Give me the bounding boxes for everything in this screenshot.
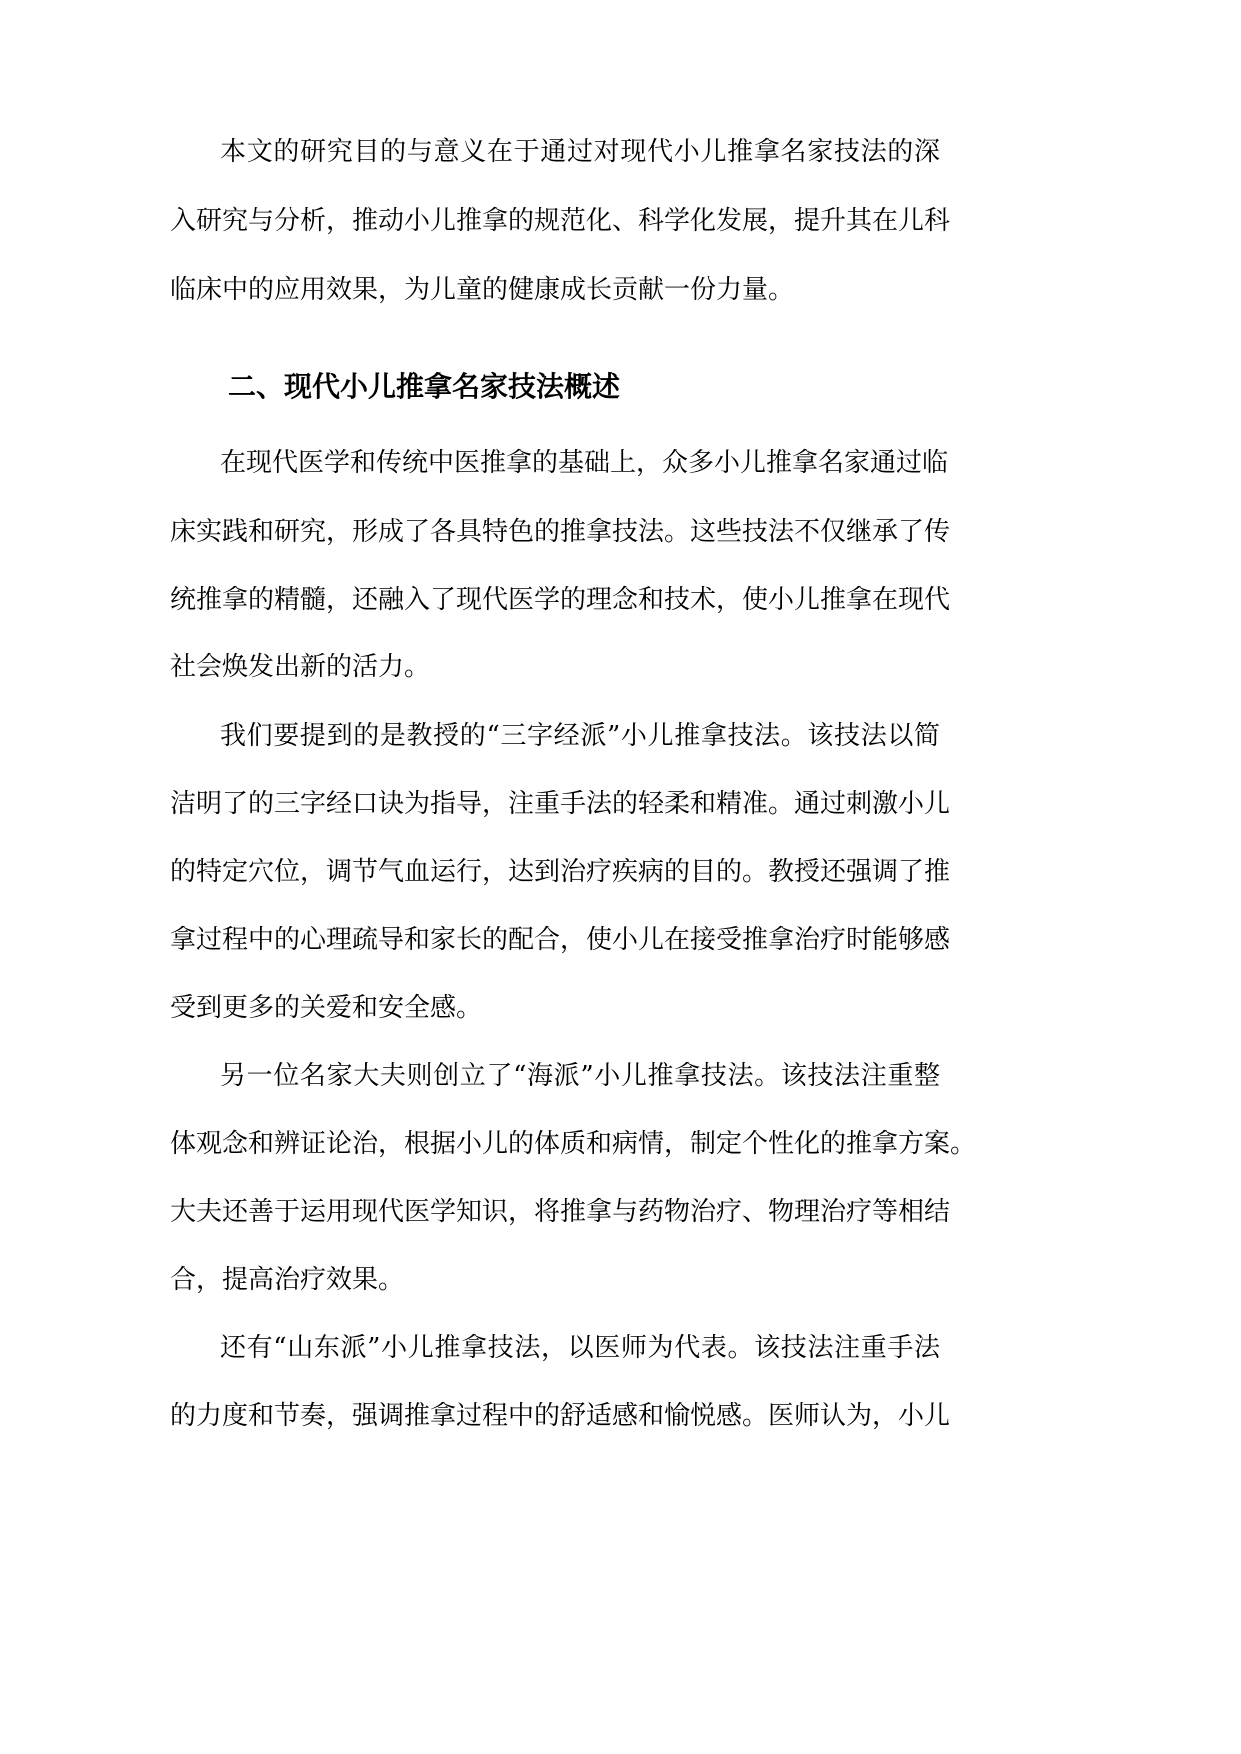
paragraph-4-line-2: 体观念和辨证论治，根据小儿的体质和病情，制定个性化的推拿方案。 <box>170 1129 977 1159</box>
paragraph-3-line-5: 受到更多的关爱和安全感。 <box>170 993 483 1023</box>
paragraph-2-line-4: 社会焕发出新的活力。 <box>170 652 431 682</box>
paragraph-4-line-3: 大夫还善于运用现代医学知识，将推拿与药物治疗、物理治疗等相结 <box>170 1197 951 1227</box>
paragraph-1-line-1: 本文的研究目的与意义在于通过对现代小儿推拿名家技法的深 <box>220 137 940 167</box>
paragraph-5-line-2: 的力度和节奏，强调推拿过程中的舒适感和愉悦感。医师认为，小儿 <box>170 1401 951 1431</box>
paragraph-3-line-2: 洁明了的三字经口诀为指导，注重手法的轻柔和精准。通过刺激小儿 <box>170 789 951 819</box>
paragraph-3-line-1: 我们要提到的是教授的“三字经派”小儿推拿技法。该技法以简 <box>220 721 940 751</box>
paragraph-5-line-1: 还有“山东派”小儿推拿技法，以医师为代表。该技法注重手法 <box>220 1333 940 1363</box>
paragraph-1-line-2: 入研究与分析，推动小儿推拿的规范化、科学化发展，提升其在儿科 <box>170 206 951 236</box>
section-heading: 二、现代小儿推拿名家技法概述 <box>228 370 621 403</box>
paragraph-2-line-1: 在现代医学和传统中医推拿的基础上，众多小儿推拿名家通过临 <box>220 448 949 478</box>
paragraph-2-line-3: 统推拿的精髓，还融入了现代医学的理念和技术，使小儿推拿在现代 <box>170 585 951 615</box>
paragraph-3-line-3: 的特定穴位，调节气血运行，达到治疗疾病的目的。教授还强调了推 <box>170 857 951 887</box>
paragraph-3-line-4: 拿过程中的心理疏导和家长的配合，使小儿在接受推拿治疗时能够感 <box>170 925 951 955</box>
paragraph-1-line-3: 临床中的应用效果，为儿童的健康成长贡献一份力量。 <box>170 275 795 305</box>
paragraph-4-line-1: 另一位名家大夫则创立了“海派”小儿推拿技法。该技法注重整 <box>220 1061 940 1091</box>
paragraph-4-line-4: 合，提高治疗效果。 <box>170 1265 405 1295</box>
paragraph-2-line-2: 床实践和研究，形成了各具特色的推拿技法。这些技法不仅继承了传 <box>170 517 951 547</box>
